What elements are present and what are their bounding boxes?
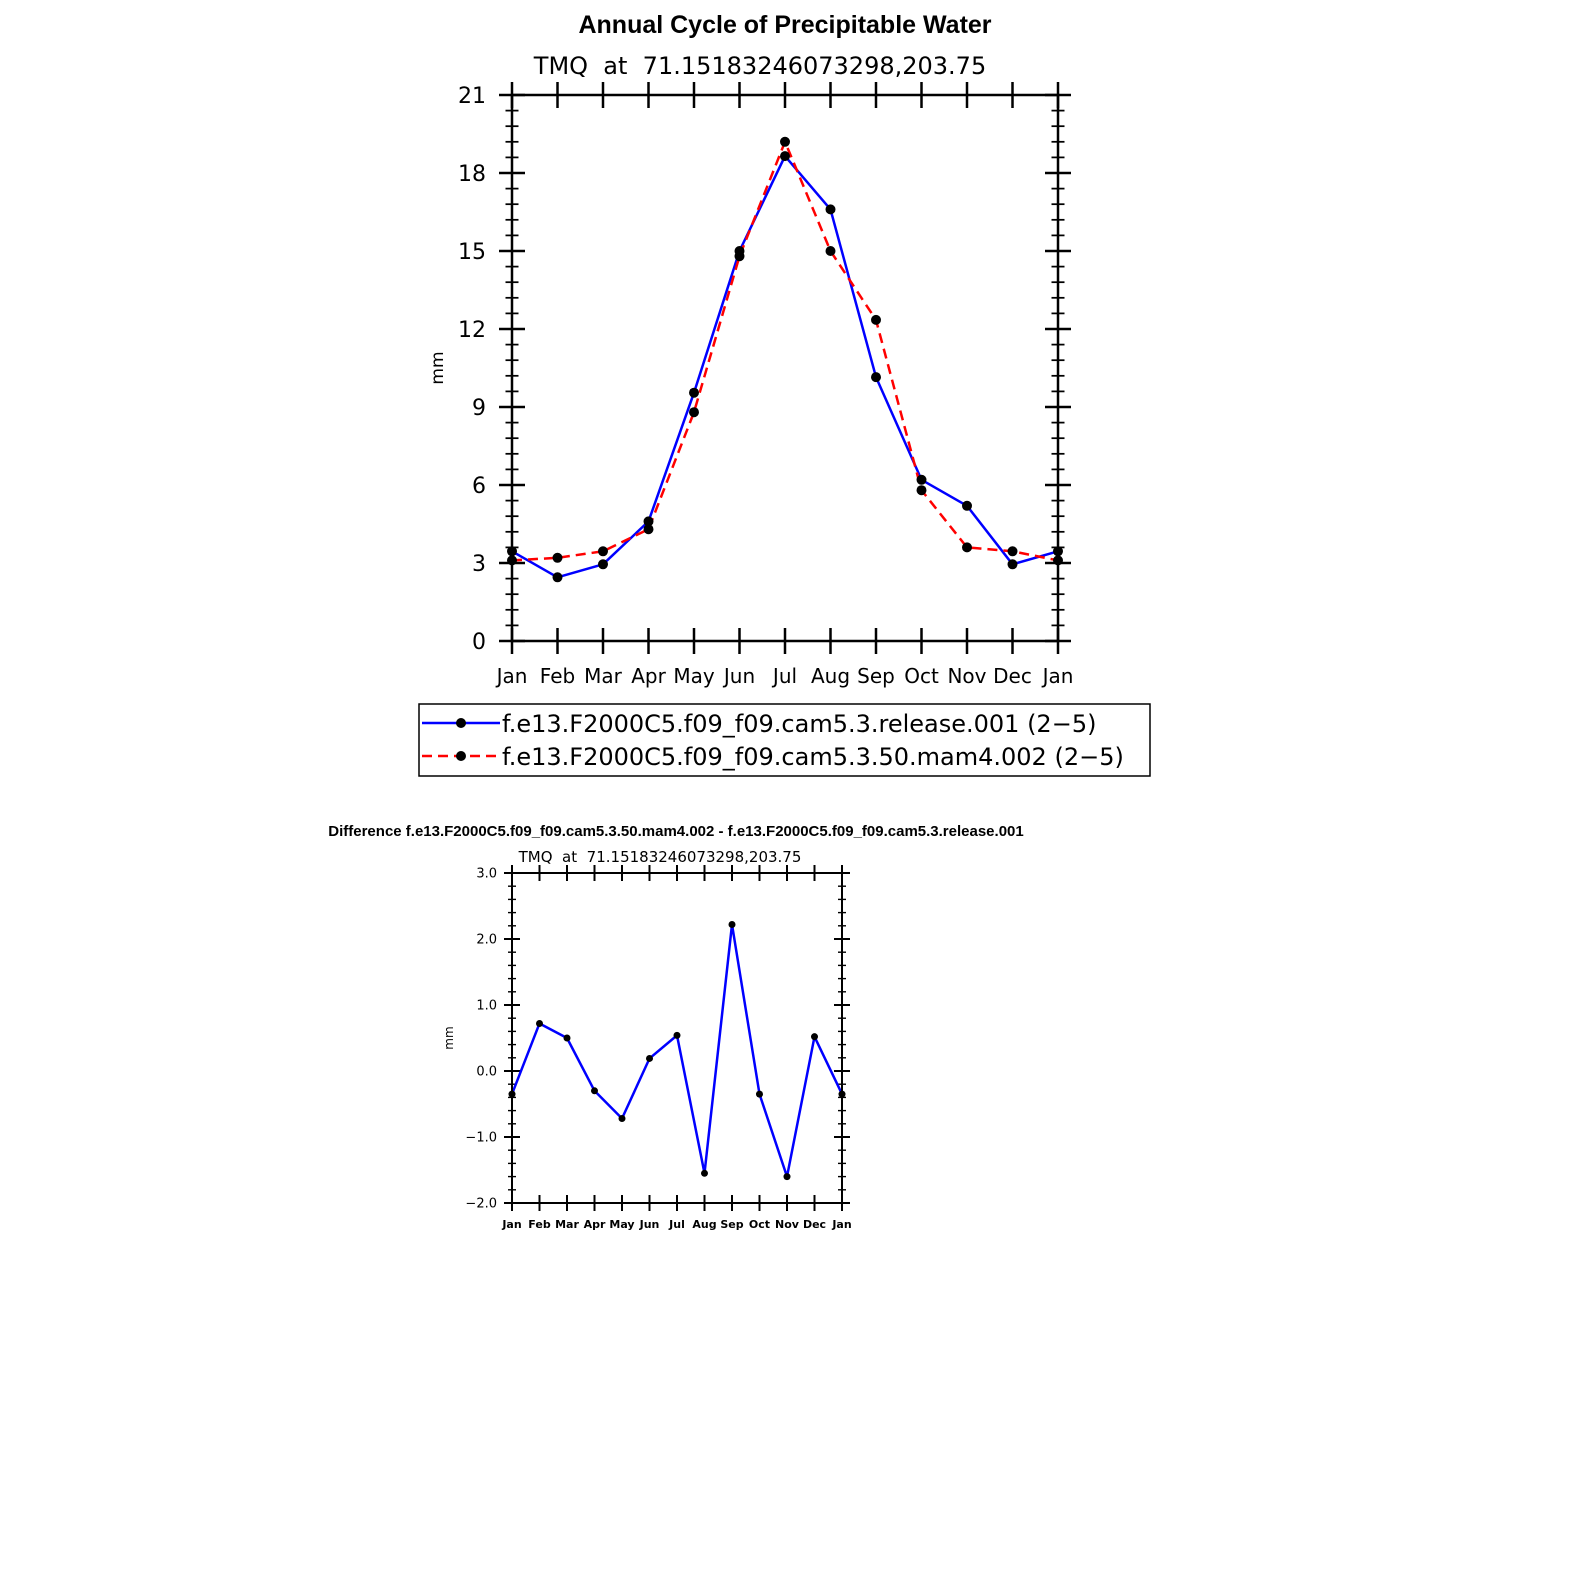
y-tick-label: 21 <box>458 83 486 109</box>
x-tick-label: Oct <box>748 1218 771 1231</box>
y-tick-label: 3 <box>472 551 486 577</box>
x-tick-label: Jul <box>669 1218 685 1231</box>
x-tick-label: Jun <box>639 1218 660 1231</box>
series-1-point <box>917 485 927 495</box>
series-0-point <box>591 1087 598 1094</box>
y-tick-label: −2.0 <box>465 1196 497 1212</box>
series-0-point <box>646 1055 653 1062</box>
y-tick-label: 15 <box>458 239 486 265</box>
x-tick-label: Dec <box>993 664 1032 688</box>
series-0-point <box>826 204 836 214</box>
y-tick-label: 3.0 <box>476 866 497 882</box>
y-tick-label: −1.0 <box>465 1130 497 1146</box>
series-0-point <box>598 559 608 569</box>
legend-label-release: f.e13.F2000C5.f09_f09.cam5.3.release.001 (2−5) <box>502 710 1097 738</box>
series-1-point <box>871 315 881 325</box>
x-tick-label: Mar <box>584 664 622 688</box>
x-tick-label: Apr <box>631 664 666 688</box>
series-1-point <box>644 524 654 534</box>
series-1-point <box>962 542 972 552</box>
series-line-0 <box>512 156 1058 577</box>
series-0-point <box>619 1115 626 1122</box>
series-0-point <box>536 1020 543 1027</box>
x-tick-label: Jan <box>832 1218 852 1231</box>
series-0-point <box>871 372 881 382</box>
x-tick-label: Apr <box>583 1218 606 1231</box>
y-tick-label: 6 <box>472 473 486 499</box>
series-1-point <box>735 251 745 261</box>
chart-subtitle: TMQ at 71.15183246073298,203.75 <box>533 52 987 80</box>
diff-y-axis-label: mm <box>442 1026 456 1050</box>
series-0-point <box>917 475 927 485</box>
x-tick-label: Mar <box>555 1218 579 1231</box>
series-0-point <box>553 572 563 582</box>
series-0-point <box>756 1091 763 1098</box>
series-1-point <box>598 546 608 556</box>
series-1-point <box>553 553 563 563</box>
x-tick-label: Oct <box>904 664 939 688</box>
series-1-point <box>826 246 836 256</box>
x-tick-label: Dec <box>802 1218 827 1231</box>
chart-title: Annual Cycle of Precipitable Water <box>578 11 992 39</box>
series-0-point <box>811 1033 818 1040</box>
series-line-1 <box>512 142 1058 561</box>
diff-chart-title: Difference f.e13.F2000C5.f09_f09.cam5.3.50.mam4.002 - f.e13.F2000C5.f09_f09.cam5.3.release.001 <box>328 823 1024 840</box>
x-tick-label: Nov <box>775 1218 799 1231</box>
series-line-0 <box>512 924 842 1176</box>
legend-label-mam4: f.e13.F2000C5.f09_f09.cam5.3.50.mam4.002 (2−5) <box>502 743 1124 771</box>
y-tick-label: 18 <box>458 161 486 187</box>
y-tick-label: 12 <box>458 317 486 343</box>
y-tick-label: 0.0 <box>476 1064 497 1080</box>
legend-marker-release <box>456 718 466 728</box>
series-0-point <box>701 1170 708 1177</box>
series-0-point <box>689 388 699 398</box>
series-0-point <box>780 151 790 161</box>
x-tick-label: May <box>609 1218 635 1231</box>
series-0-point <box>1008 559 1018 569</box>
plot-frame <box>512 95 1058 641</box>
series-0-point <box>729 921 736 928</box>
series-0-point <box>564 1035 571 1042</box>
x-tick-label: Jan <box>1042 664 1074 688</box>
x-tick-label: Jan <box>502 1218 522 1231</box>
x-tick-label: Nov <box>947 664 987 688</box>
x-tick-label: Feb <box>528 1218 551 1231</box>
series-0-point <box>962 501 972 511</box>
annual-cycle-chart <box>419 11 1150 776</box>
x-tick-label: Jan <box>496 664 528 688</box>
x-tick-label: Jul <box>772 664 798 688</box>
y-axis-label: mm <box>428 351 448 385</box>
series-1-point <box>1008 546 1018 556</box>
diff-chart-subtitle: TMQ at 71.15183246073298,203.75 <box>518 848 802 866</box>
y-tick-label: 1.0 <box>476 998 497 1014</box>
series-0-point <box>674 1032 681 1039</box>
x-tick-label: May <box>673 664 715 688</box>
legend-marker-mam4 <box>456 751 466 761</box>
series-1-point <box>689 407 699 417</box>
legend <box>419 704 1150 776</box>
series-0-point <box>784 1173 791 1180</box>
x-tick-label: Aug <box>692 1218 717 1231</box>
x-tick-label: Jun <box>723 664 756 688</box>
y-tick-label: 2.0 <box>476 932 497 948</box>
x-tick-label: Sep <box>857 664 895 688</box>
y-tick-label: 9 <box>472 395 486 421</box>
x-tick-label: Sep <box>720 1218 744 1231</box>
x-tick-label: Aug <box>810 664 851 688</box>
x-tick-label: Feb <box>539 664 576 688</box>
difference-chart <box>328 823 1023 1231</box>
y-tick-label: 0 <box>472 629 486 655</box>
series-1-point <box>780 137 790 147</box>
